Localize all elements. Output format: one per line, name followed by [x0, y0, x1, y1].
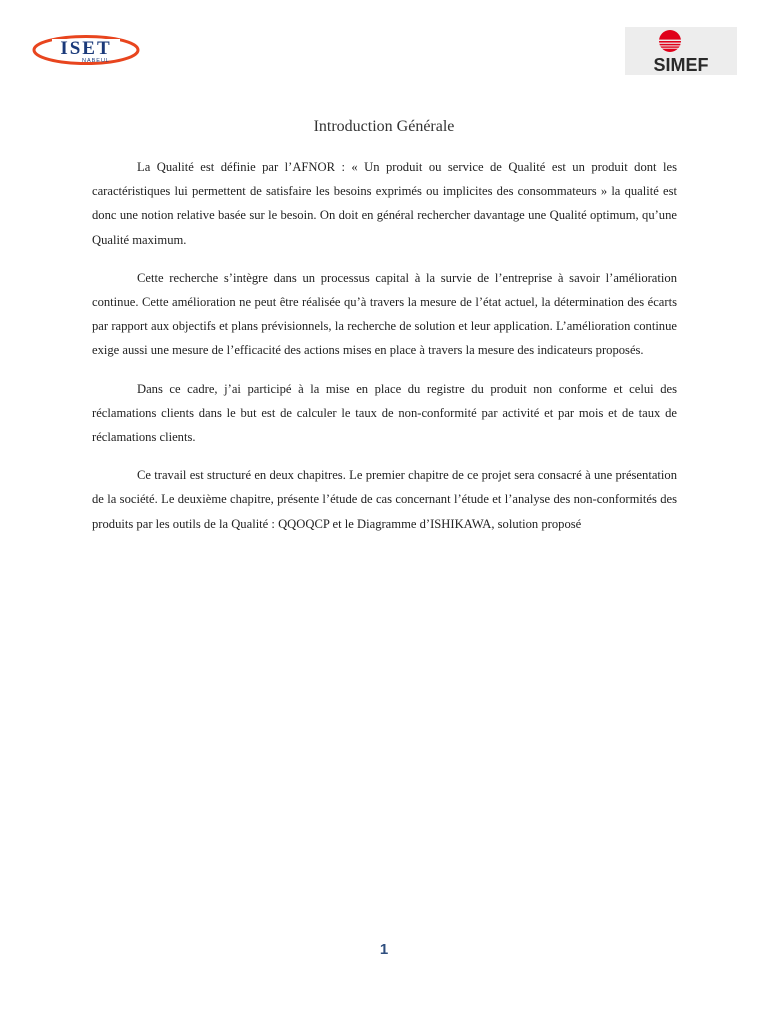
- document-body: [92, 155, 677, 536]
- simef-logo: [625, 27, 737, 75]
- iset-logo: [32, 34, 140, 66]
- paragraph-4: Ce travail est structuré en deux chapitres. Le premier chapitre de ce projet sera consacré à une présentation de la société. Le deuxième chapitre, présente l’étude de cas concernant l’étude et l’analyse des non-conformités des produits par les outils de la Qualité : QQOQCP et le Diagramme d’ISHIKAWA, solution proposé: [92, 468, 677, 531]
- document-title: Introduction Générale: [313, 118, 455, 135]
- paragraph-2: Cette recherche s’intègre dans un processus capital à la survie de l’entreprise à savoir l’amélioration continue. Cette amélioration ne peut être réalisée qu’à travers la mesure de l’état actuel, la détermination des écarts par rapport aux objectifs et plans prévisionnels, la recherche de solution et leur application. L’amélioration continue exige aussi une mesure de l’efficacité des actions mises en place à travers la mesure des indicateurs proposés.: [92, 270, 677, 358]
- paragraph-3: Dans ce cadre, j’ai participé à la mise en place du registre du produit non conforme et celui des réclamations clients dans le but est de calculer le taux de non-conformité par activité et par mois et de taux de réclamations clients.: [92, 381, 677, 445]
- iset-logo-text: ISET: [60, 38, 112, 59]
- simef-logo-text: SIMEF: [653, 55, 709, 75]
- paragraph-1: La Qualité est définie par l’AFNOR : « Un produit ou service de Qualité est un produit dont les caractéristiques lui permettent de satisfaire les besoins exprimés ou implicites des consommateurs » la qualité est donc une notion relative basée sur le besoin. On doit en général rechercher davantage une Qualité optimum, qu’une Qualité maximum.: [92, 160, 677, 247]
- page-number: 1: [379, 941, 389, 958]
- iset-logo-subtitle: NABEUL: [81, 58, 111, 64]
